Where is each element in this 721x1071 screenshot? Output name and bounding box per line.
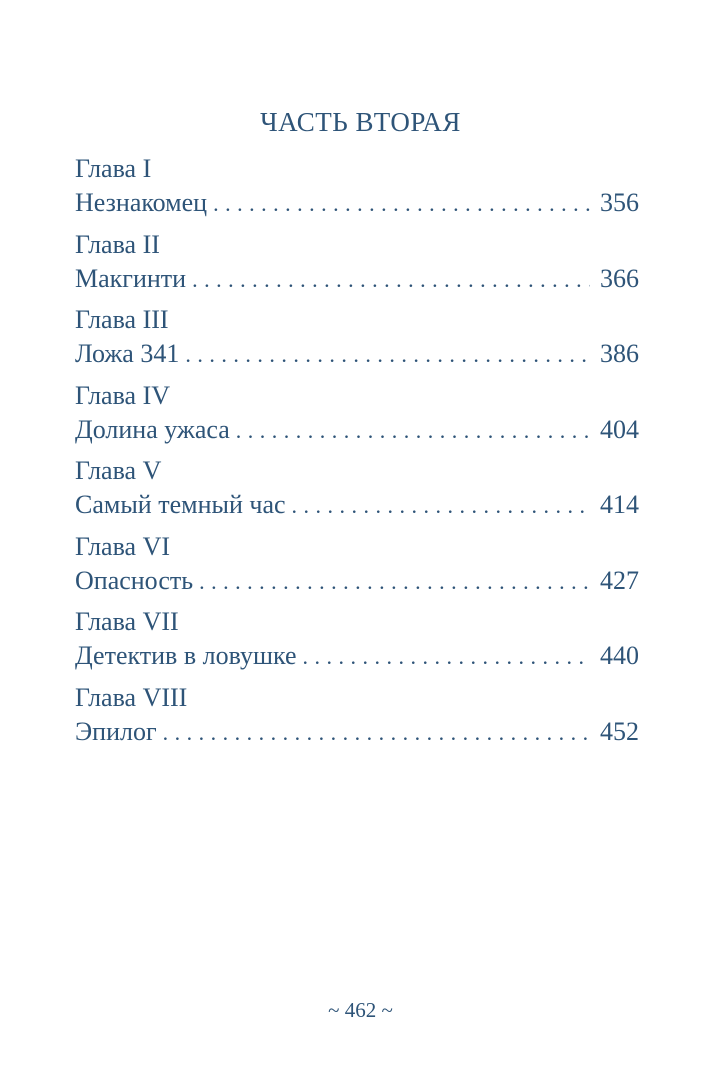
chapter-line (75, 186, 639, 221)
chapter-line (75, 488, 639, 523)
dot-leader (236, 414, 590, 448)
chapter-title: Самый темный час (75, 490, 286, 519)
chapter-title: Макгинти (75, 263, 187, 293)
chapter-line (75, 262, 639, 297)
chapter-line (75, 715, 639, 750)
part-title: ЧАСТЬ ВТОРАЯ (260, 107, 461, 137)
page-number: 386 (600, 339, 639, 368)
chapter-title: Опасность (75, 565, 194, 595)
page-number: 356 (600, 188, 639, 217)
dot-leader (303, 640, 590, 674)
toc-entry (75, 152, 639, 228)
page-number: 440 (600, 641, 639, 670)
chapter-title: Незнакомец (75, 188, 208, 217)
chapter-title: Эпилог (75, 716, 157, 746)
chapter-label: Глава I (75, 154, 152, 183)
toc-entry (75, 454, 639, 530)
chapter-line (75, 639, 639, 674)
chapter-line (75, 337, 639, 372)
dot-leader (185, 338, 590, 372)
toc-entry (75, 605, 639, 681)
page-number: 404 (600, 414, 639, 444)
dot-leader (163, 716, 590, 750)
chapter-line (75, 413, 639, 448)
chapter-label: Глава VII (75, 607, 179, 636)
chapter-label: Глава V (75, 456, 162, 485)
page-folio: ~ 462 ~ (328, 998, 393, 1022)
chapter-title: Долина ужаса (75, 414, 230, 444)
dot-leader (192, 263, 590, 297)
chapter-line (75, 564, 639, 599)
chapter-label: Глава III (75, 305, 169, 334)
toc-entry (75, 379, 639, 455)
chapter-label: Глава VIII (75, 682, 188, 712)
toc-entry (75, 530, 639, 606)
table-of-contents (75, 152, 639, 756)
chapter-label: Глава IV (75, 380, 170, 410)
page-number: 427 (600, 565, 639, 595)
dot-leader (199, 565, 590, 599)
dot-leader (292, 489, 590, 523)
toc-entry (75, 681, 639, 757)
chapter-title: Детектив в ловушке (75, 641, 297, 670)
chapter-title: Ложа 341 (75, 339, 180, 368)
page-number: 452 (600, 716, 639, 746)
dot-leader (213, 187, 590, 221)
toc-entry (75, 303, 639, 379)
chapter-label: Глава VI (75, 531, 170, 561)
chapter-label: Глава II (75, 229, 160, 259)
page-number: 366 (600, 263, 639, 293)
page-number: 414 (600, 490, 639, 519)
toc-entry (75, 228, 639, 304)
